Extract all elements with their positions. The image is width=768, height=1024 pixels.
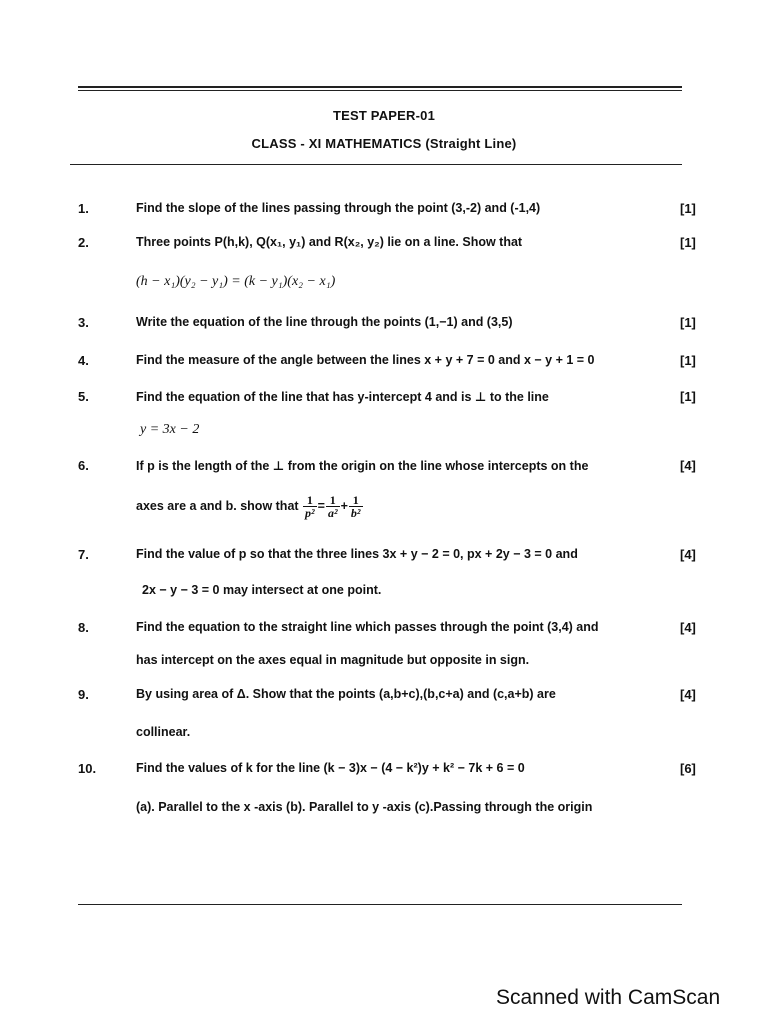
question-text: If p is the length of the ⊥ from the origin on the line whose intercepts on the	[136, 459, 589, 473]
question-text: Find the equation to the straight line which passes through the point (3,4) and	[136, 620, 599, 634]
question-marks: [1]	[680, 389, 696, 404]
header-divider	[70, 164, 682, 165]
question-marks: [1]	[680, 201, 696, 216]
question-text-continued: (a). Parallel to the x -axis (b). Parallel to y -axis (c).Passing through the origin	[136, 800, 593, 814]
fraction-b: $\frac{1}{\text{b²}}$	[350, 493, 361, 520]
fraction-a: $\frac{1}{\text{a²}}$	[327, 493, 338, 520]
question-marks: [1]	[680, 235, 696, 250]
scanner-watermark: Scanned with CamScan	[496, 986, 721, 1009]
plus-sign: +	[340, 498, 348, 513]
question-number: 6.	[78, 458, 89, 473]
question-marks: [4]	[680, 547, 696, 562]
question-marks: [1]	[680, 353, 696, 368]
question-text: Find the measure of the angle between the lines x + y + 7 = 0 and x − y + 1 = 0	[136, 353, 595, 367]
question-number: 3.	[78, 315, 89, 330]
question-text: By using area of Δ. Show that the points (a,b+c),(b,c+a) and (c,a+b) are	[136, 687, 556, 701]
question-marks: [4]	[680, 458, 696, 473]
question-text-lead: axes are a and b. show that	[136, 498, 299, 513]
question-number: 9.	[78, 687, 89, 702]
question-text: Find the values of k for the line (k − 3)x − (4 − k²)y + k² − 7k + 6 = 0	[136, 761, 525, 775]
question-marks: [4]	[680, 620, 696, 635]
question-text: Find the slope of the lines passing through the point (3,-2) and (-1,4)	[136, 201, 541, 215]
question-number: 1.	[78, 201, 89, 216]
question-text-continued: 2x − y − 3 = 0 may intersect at one point.	[142, 583, 382, 597]
question-number: 5.	[78, 389, 89, 404]
question-text-continued: (h − x₁)(y₂ − y₁) = (k − y₁)(x₂ − x₁)	[136, 274, 336, 289]
footer-divider	[78, 904, 682, 905]
top-double-rule	[78, 86, 682, 91]
question-number: 7.	[78, 547, 89, 562]
question-number: 8.	[78, 620, 89, 635]
paper-title: TEST PAPER-01	[332, 108, 436, 123]
question-text: Find the equation of the line that has y-intercept 4 and is ⊥ to the line	[136, 390, 549, 404]
question-text-continued	[136, 494, 364, 519]
question-marks: [6]	[680, 761, 696, 776]
question-text-continued: has intercept on the axes equal in magnitude but opposite in sign.	[136, 653, 530, 667]
question-number: 4.	[78, 353, 89, 368]
question-text: Three points P(h,k), Q(x₁, y₁) and R(x₂, y₂) lie on a line. Show that	[136, 235, 523, 249]
question-text-continued: collinear.	[136, 725, 191, 739]
question-text-continued: y = 3x − 2	[140, 422, 200, 437]
question-marks: [1]	[680, 315, 696, 330]
fraction-lhs: $\frac{1}{\text{p²}}$	[305, 493, 315, 520]
question-number: 10.	[78, 761, 97, 776]
question-marks: [4]	[680, 687, 696, 702]
question-number: 2.	[78, 235, 89, 250]
question-text: Find the value of p so that the three lines 3x + y − 2 = 0, px + 2y − 3 = 0 and	[136, 547, 578, 561]
question-text: Write the equation of the line through the points (1,−1) and (3,5)	[136, 315, 513, 329]
paper-subtitle: CLASS - XI MATHEMATICS (Straight Line)	[251, 136, 517, 151]
equals-sign: =	[317, 498, 325, 513]
